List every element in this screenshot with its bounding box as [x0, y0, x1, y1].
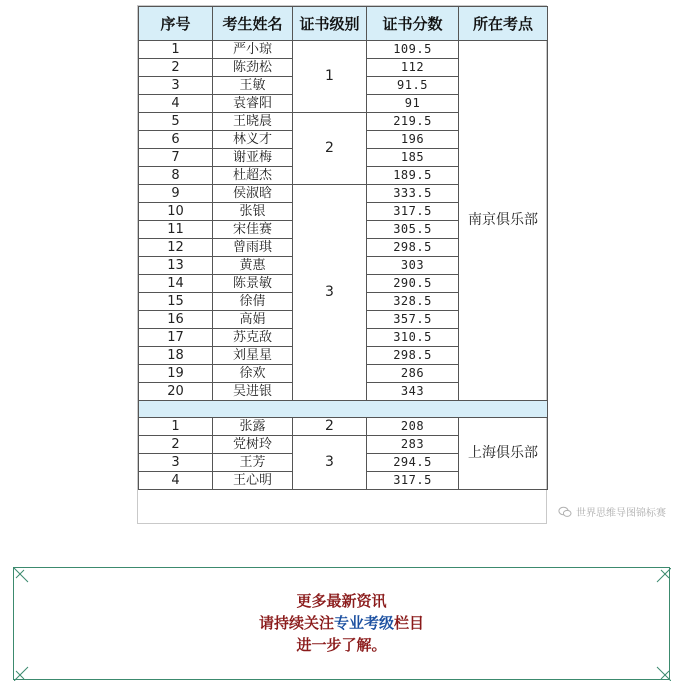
- results-table-container: [137, 5, 666, 524]
- cell-name: 王晓晨: [213, 113, 293, 131]
- cell-no: 1: [139, 418, 213, 436]
- cell-level: 3: [293, 436, 367, 490]
- cell-score: 343: [367, 383, 459, 401]
- cell-score: 290.5: [367, 275, 459, 293]
- results-table: [138, 6, 548, 490]
- cell-no: 8: [139, 167, 213, 185]
- cell-score: 317.5: [367, 472, 459, 490]
- cell-name: 徐倩: [213, 293, 293, 311]
- cell-no: 20: [139, 383, 213, 401]
- cell-no: 2: [139, 59, 213, 77]
- header-no: 序号: [139, 7, 213, 41]
- cell-no: 12: [139, 239, 213, 257]
- cell-name: 王心明: [213, 472, 293, 490]
- cell-name: 林义才: [213, 131, 293, 149]
- banner-highlight-link[interactable]: 专业考级: [333, 614, 394, 632]
- banner-line-2-prefix: 请持续关注: [258, 614, 334, 632]
- cell-score: 303: [367, 257, 459, 275]
- follow-banner: [13, 567, 670, 680]
- cell-score: 294.5: [367, 454, 459, 472]
- header-level: 证书级别: [293, 7, 367, 41]
- cell-score: 283: [367, 436, 459, 454]
- cell-level: 2: [293, 418, 367, 436]
- cell-score: 196: [367, 131, 459, 149]
- cell-name: 黄惠: [213, 257, 293, 275]
- header-score: 证书分数: [367, 7, 459, 41]
- banner-line-2-suffix: 栏目: [394, 614, 425, 632]
- cell-score: 286: [367, 365, 459, 383]
- cell-venue: 南京俱乐部: [459, 41, 548, 401]
- header-venue: 所在考点: [459, 7, 548, 41]
- cell-no: 9: [139, 185, 213, 203]
- group-separator-cell: [139, 401, 548, 418]
- cell-score: 219.5: [367, 113, 459, 131]
- cell-score: 298.5: [367, 347, 459, 365]
- header-row: [139, 7, 548, 41]
- cell-no: 17: [139, 329, 213, 347]
- cell-name: 张银: [213, 203, 293, 221]
- cell-score: 185: [367, 149, 459, 167]
- cell-name: 宋佳赛: [213, 221, 293, 239]
- cell-venue: 上海俱乐部: [459, 418, 548, 490]
- cell-score: 357.5: [367, 311, 459, 329]
- cell-name: 徐欢: [213, 365, 293, 383]
- cell-name: 侯淑晗: [213, 185, 293, 203]
- cell-score: 208: [367, 418, 459, 436]
- cell-score: 112: [367, 59, 459, 77]
- cell-name: 张露: [213, 418, 293, 436]
- table-body: [139, 41, 548, 490]
- cell-score: 305.5: [367, 221, 459, 239]
- watermark-text: 世界思维导图锦标赛: [576, 508, 666, 519]
- table-row: [139, 418, 548, 436]
- header-name: 考生姓名: [213, 7, 293, 41]
- banner-line-1: 更多最新资讯: [296, 592, 387, 610]
- cell-name: 袁睿阳: [213, 95, 293, 113]
- cell-no: 1: [139, 41, 213, 59]
- cell-name: 吴进银: [213, 383, 293, 401]
- cell-score: 328.5: [367, 293, 459, 311]
- banner-text: [14, 590, 669, 656]
- cell-no: 15: [139, 293, 213, 311]
- cell-score: 298.5: [367, 239, 459, 257]
- table-row: [139, 41, 548, 59]
- cell-name: 王敏: [213, 77, 293, 95]
- cell-score: 189.5: [367, 167, 459, 185]
- cell-no: 18: [139, 347, 213, 365]
- cell-no: 14: [139, 275, 213, 293]
- cell-no: 2: [139, 436, 213, 454]
- cell-name: 杜超杰: [213, 167, 293, 185]
- cell-score: 109.5: [367, 41, 459, 59]
- cell-score: 333.5: [367, 185, 459, 203]
- cell-name: 刘星星: [213, 347, 293, 365]
- cell-name: 谢亚梅: [213, 149, 293, 167]
- cell-no: 4: [139, 472, 213, 490]
- cell-no: 4: [139, 95, 213, 113]
- watermark: [558, 504, 666, 519]
- cell-no: 10: [139, 203, 213, 221]
- cell-no: 11: [139, 221, 213, 239]
- cell-score: 317.5: [367, 203, 459, 221]
- cell-no: 3: [139, 454, 213, 472]
- cell-no: 13: [139, 257, 213, 275]
- cell-score: 310.5: [367, 329, 459, 347]
- cell-name: 高娟: [213, 311, 293, 329]
- cell-no: 7: [139, 149, 213, 167]
- cell-level: 1: [293, 41, 367, 113]
- group-separator-row: [139, 401, 548, 418]
- cell-no: 16: [139, 311, 213, 329]
- cell-no: 3: [139, 77, 213, 95]
- cell-no: 6: [139, 131, 213, 149]
- cell-name: 党树玲: [213, 436, 293, 454]
- cell-name: 苏克敌: [213, 329, 293, 347]
- cell-name: 陈景敏: [213, 275, 293, 293]
- banner-line-3: 进一步了解。: [296, 636, 387, 654]
- cell-level: 2: [293, 113, 367, 185]
- cell-no: 19: [139, 365, 213, 383]
- wechat-icon: [558, 506, 572, 518]
- cell-name: 王芳: [213, 454, 293, 472]
- cell-level: 3: [293, 185, 367, 401]
- banner-line-2: [14, 612, 669, 634]
- cell-score: 91.5: [367, 77, 459, 95]
- cell-name: 陈劲松: [213, 59, 293, 77]
- cell-no: 5: [139, 113, 213, 131]
- cell-name: 曾雨琪: [213, 239, 293, 257]
- cell-score: 91: [367, 95, 459, 113]
- cell-name: 严小琼: [213, 41, 293, 59]
